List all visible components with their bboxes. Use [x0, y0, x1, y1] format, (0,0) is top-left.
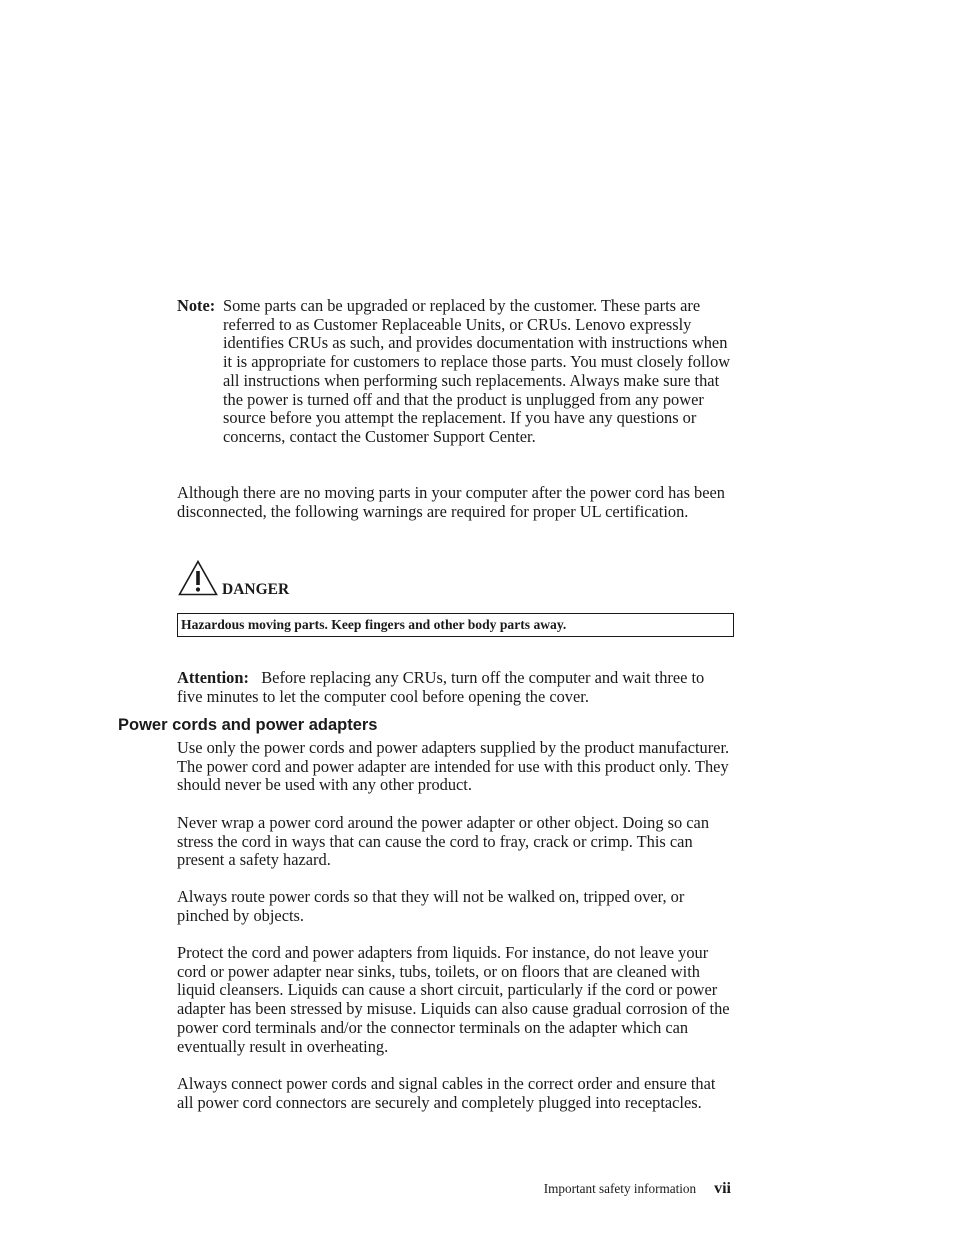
page-footer [0, 1180, 731, 1198]
attention-label: Attention: [177, 668, 249, 687]
attention-text: Before replacing any CRUs, turn off the computer and wait three to five minutes to let the computer cool before opening the cover. [177, 668, 705, 706]
warning-triangle-icon [178, 560, 218, 596]
danger-warning-box: Hazardous moving parts. Keep fingers and other body parts away. [177, 613, 734, 637]
section-paragraph-4: Protect the cord and power adapters from liquids. For instance, do not leave your cord or power adapter near sinks, tubs, toilets, or on floors that are cleaned with liquid cleansers. Liquids can cause a short circuit, particularly if the cord or power adapter has been stressed by misuse. Liquids can also cause gradual corrosion of the power cord terminals and/or the connector terminals on the adapter which can eventually result in overheating. [177, 943, 730, 1056]
note-text: Some parts can be upgraded or replaced by the customer. These parts are referred to as Customer Replaceable Units, or CRUs. Lenovo expressly identifies CRUs as such, and provides documentation with instructions when it is appropriate for customers to replace those parts. You must closely follow all instructions when performing such replacements. Always make sure that the power is turned off and that the product is unplugged from any power source before you attempt the replacement. If you have any questions or concerns, contact the Customer Support Center. [223, 296, 731, 446]
attention-paragraph [177, 669, 733, 706]
note-label: Note: [177, 296, 216, 315]
danger-heading [177, 559, 477, 599]
danger-label: DANGER [222, 581, 290, 598]
section-paragraph-5: Always connect power cords and signal cables in the correct order and ensure that all power cord connectors are securely and completely plugged into receptacles. [177, 1074, 716, 1112]
section-heading: Power cords and power adapters [118, 716, 378, 734]
page-number: vii [714, 1180, 731, 1197]
section-paragraph-2: Never wrap a power cord around the power adapter or other object. Doing so can stress the cord in ways that can cause the cord to fray, crack or crimp. This can present a safety hazard. [177, 813, 710, 870]
footer-title: Important safety information [543, 1181, 697, 1196]
intro-paragraph: Although there are no moving parts in your computer after the power cord has been disconnected, the following warnings are required for proper UL certification. [177, 483, 725, 521]
section-paragraph-3: Always route power cords so that they will not be walked on, tripped over, or pinched by objects. [177, 887, 685, 925]
note-block [177, 297, 733, 447]
section-paragraph-1: Use only the power cords and power adapters supplied by the product manufacturer. The power cord and power adapter are intended for use with this product only. They should never be used with any other product. [177, 738, 730, 795]
